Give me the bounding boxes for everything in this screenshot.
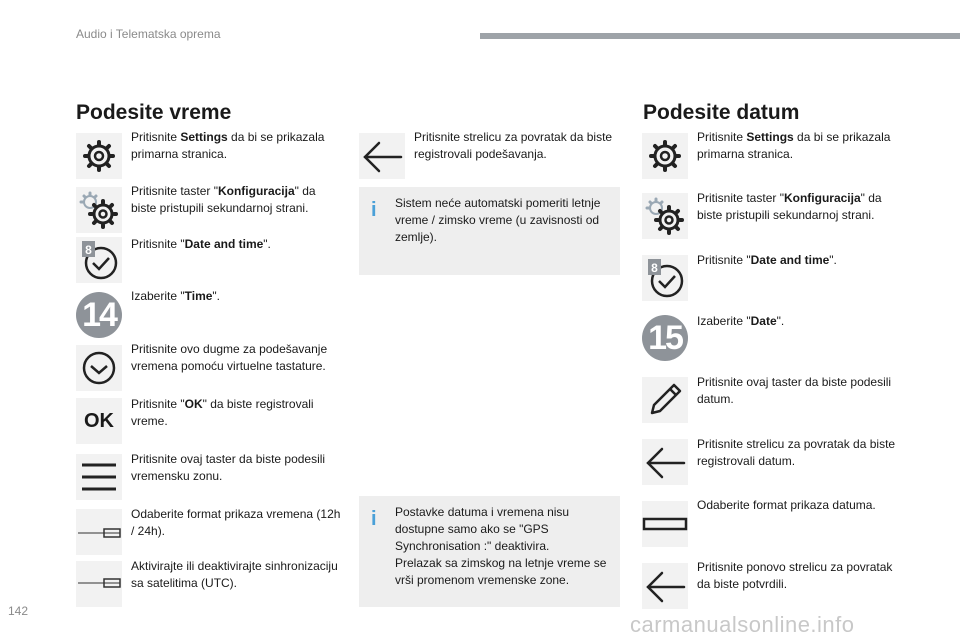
pencil-icon: [642, 377, 688, 423]
step-text: Pritisnite strelicu za povratak da biste registrovali podešavanja.: [414, 130, 613, 161]
step-text: Pritisnite taster "Konfiguracija" da biste pristupili sekundarnoj strani.: [697, 191, 882, 222]
step-text: Pritisnite "OK" da biste registrovali vreme.: [131, 397, 314, 428]
running-header: Audio i Telematska oprema: [76, 27, 221, 41]
step-text: Pritisnite Settings da bi se prikazala primarna stranica.: [697, 130, 891, 161]
step-text: Pritisnite ovaj taster da biste podesili vremensku zonu.: [131, 452, 326, 483]
toggle-icon: [76, 509, 122, 555]
step-text: Pritisnite "Date and time".: [131, 237, 271, 251]
info-text: Postavke datuma i vremena nisu dostupne samo ako se "GPS Synchronisation :" deaktivira. Prelazak sa zimskog na letnje vreme se vrši promenom vremenske zone.: [395, 505, 607, 587]
step-text: Izaberite "Time".: [131, 289, 221, 303]
step-text: Pritisnite "Date and time".: [697, 253, 837, 267]
info-box: [359, 187, 620, 275]
back-arrow-icon: [642, 439, 688, 485]
double-gear-icon: [642, 193, 688, 239]
step-text: Izaberite "Date".: [697, 314, 785, 328]
step-text: Pritisnite ovaj taster da biste podesili datum.: [697, 375, 892, 406]
ok-icon: OK: [76, 398, 122, 444]
step-text: Pritisnite ponovo strelicu za povratak da biste potvrdili.: [697, 560, 893, 591]
menu-icon: [76, 454, 122, 500]
clock-8-icon: [76, 237, 122, 283]
step-text: Odaberite format prikaza datuma.: [697, 498, 876, 512]
gear-icon: [642, 133, 688, 179]
gear-icon: [76, 133, 122, 179]
info-text: Sistem neće automatski pomeriti letnje vreme / zimsko vreme (u zavisnosti od zemlje).: [395, 196, 601, 244]
info-box: [359, 496, 620, 607]
page-number: 142: [8, 604, 29, 618]
check-circle-icon: [76, 345, 122, 391]
step-text: Pritisnite taster "Konfiguracija" da biste pristupili sekundarnoj strani.: [131, 184, 316, 215]
back-arrow-icon: [642, 563, 688, 609]
section-title-date: Podesite datum: [643, 101, 800, 124]
step-text: Aktivirajte ili deaktivirajte sinhronizaciju sa satelitima (UTC).: [131, 559, 338, 590]
section-title-time: Podesite vreme: [76, 101, 232, 124]
step-text: Pritisnite ovo dugme za podešavanje vremena pomoću virtuelne tastature.: [131, 342, 328, 373]
step-text: Pritisnite strelicu za povratak da biste registrovali datum.: [697, 437, 896, 468]
clock-8-icon: [642, 255, 688, 301]
step-text: Pritisnite Settings da bi se prikazala primarna stranica.: [131, 130, 325, 161]
back-arrow-icon: [359, 133, 405, 179]
step-text: Odaberite format prikaza vremena (12h / 24h).: [131, 507, 341, 538]
format-bar-icon: [642, 501, 688, 547]
step-number-badge: 15: [642, 315, 688, 361]
svg-text:8: 8: [85, 243, 92, 257]
info-icon: i: [371, 508, 377, 530]
header-bar: [480, 33, 960, 39]
watermark: carmanualsonline.info: [630, 612, 855, 637]
step-number-badge: 14: [76, 292, 122, 338]
toggle-icon: [76, 561, 122, 607]
info-icon: i: [371, 199, 377, 221]
svg-text:8: 8: [651, 261, 658, 275]
double-gear-icon: [76, 187, 122, 233]
